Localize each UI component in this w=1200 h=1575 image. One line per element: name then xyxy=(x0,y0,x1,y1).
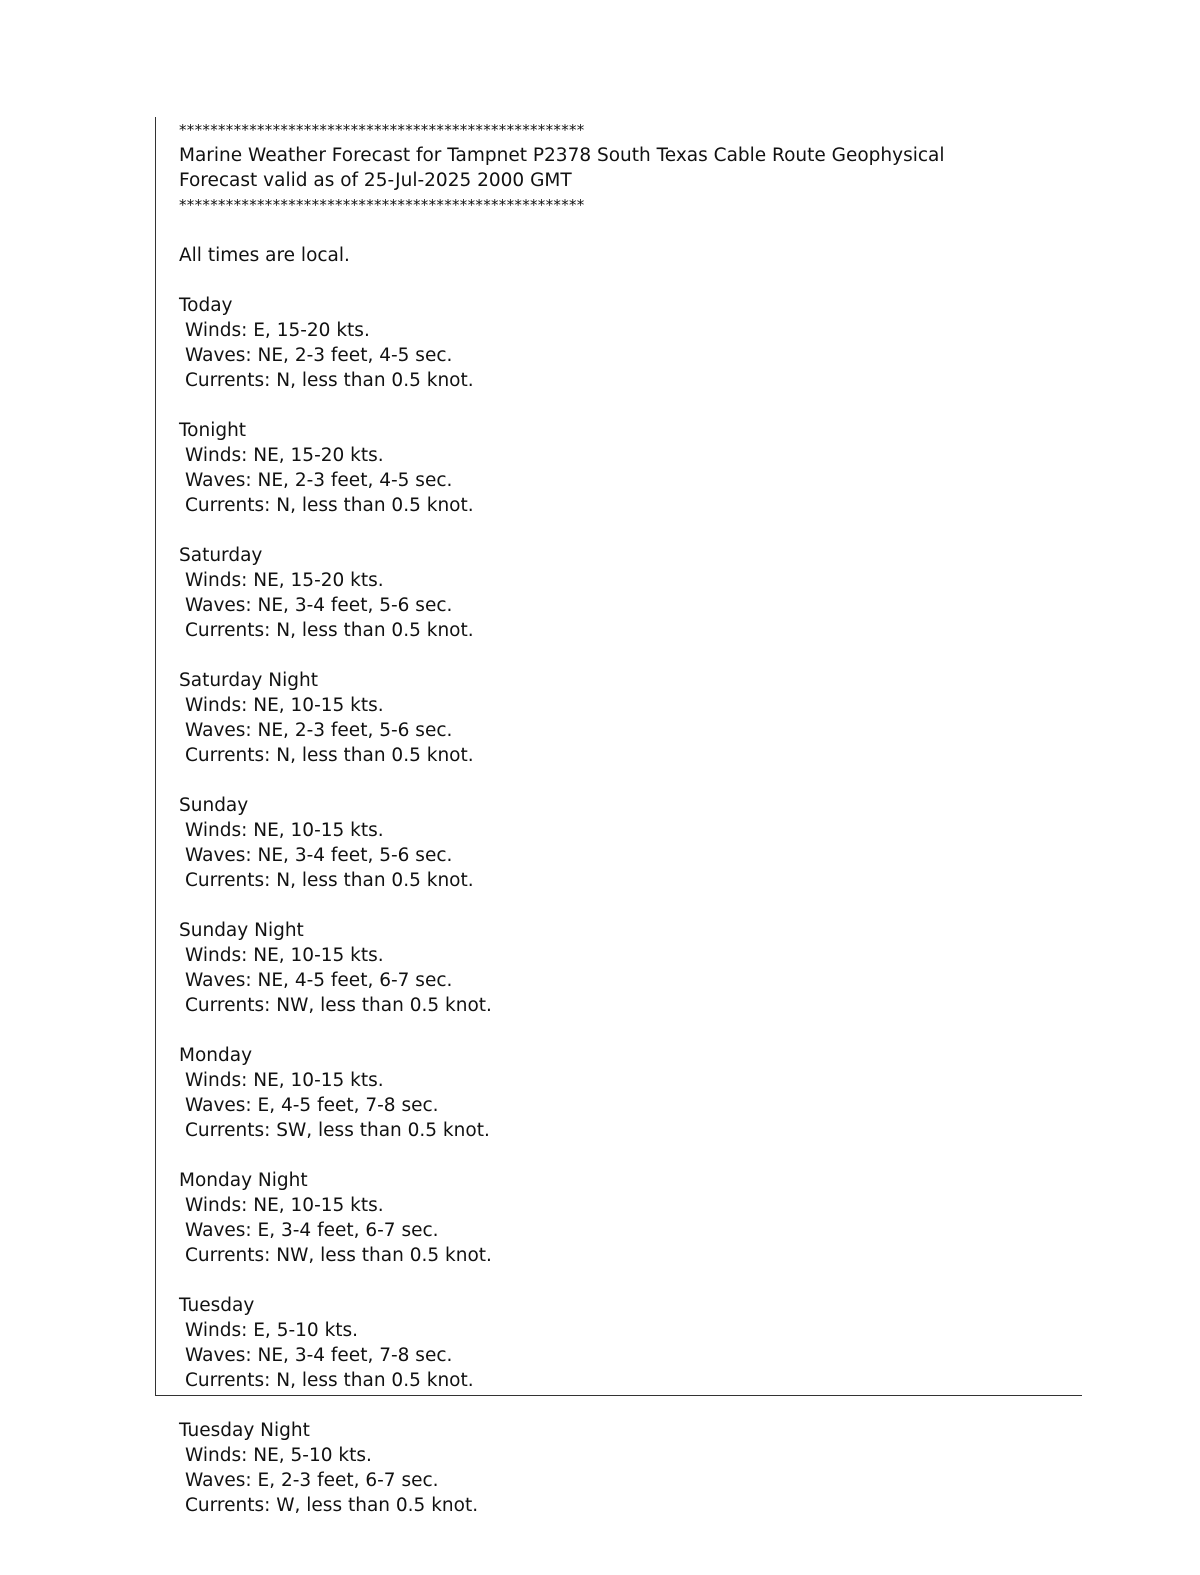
period-waves: Waves: NE, 3-4 feet, 7-8 sec. xyxy=(185,1345,453,1366)
period-waves: Waves: NE, 4-5 feet, 6-7 sec. xyxy=(185,970,453,991)
period-winds: Winds: NE, 10-15 kts. xyxy=(185,820,384,841)
period-currents: Currents: N, less than 0.5 knot. xyxy=(185,495,474,516)
forecast-period-tonight xyxy=(179,418,1079,543)
period-winds: Winds: NE, 10-15 kts. xyxy=(185,1195,384,1216)
period-currents: Currents: N, less than 0.5 knot. xyxy=(185,620,474,641)
period-name: Sunday Night xyxy=(179,920,304,941)
forecast-period-monday xyxy=(179,1043,1079,1168)
forecast-period-sunday-night xyxy=(179,918,1079,1043)
period-currents: Currents: N, less than 0.5 knot. xyxy=(185,745,474,766)
spacer xyxy=(179,393,1079,418)
forecast-period-today xyxy=(179,293,1079,418)
spacer xyxy=(179,518,1079,543)
forecast-period-saturday xyxy=(179,543,1079,668)
period-currents: Currents: SW, less than 0.5 knot. xyxy=(185,1120,490,1141)
header-stars-bottom: **************************************************** xyxy=(179,196,585,214)
header-stars-top: **************************************************** xyxy=(179,121,585,139)
forecast-header xyxy=(179,118,1079,218)
forecast-period-tuesday-night xyxy=(179,1418,1079,1518)
period-name: Monday Night xyxy=(179,1170,308,1191)
period-winds: Winds: NE, 10-15 kts. xyxy=(185,1070,384,1091)
period-waves: Waves: E, 2-3 feet, 6-7 sec. xyxy=(185,1470,439,1491)
period-currents: Currents: N, less than 0.5 knot. xyxy=(185,870,474,891)
forecast-valid-time: Forecast valid as of 25-Jul-2025 2000 GMT xyxy=(179,170,572,191)
forecast-title: Marine Weather Forecast for Tampnet P2378 South Texas Cable Route Geophysical xyxy=(179,145,945,166)
spacer xyxy=(179,1143,1079,1168)
period-currents: Currents: NW, less than 0.5 knot. xyxy=(185,995,492,1016)
period-name: Tonight xyxy=(179,420,247,441)
period-name: Saturday xyxy=(179,545,263,566)
period-waves: Waves: NE, 2-3 feet, 4-5 sec. xyxy=(185,470,453,491)
period-waves: Waves: NE, 3-4 feet, 5-6 sec. xyxy=(185,845,453,866)
period-currents: Currents: NW, less than 0.5 knot. xyxy=(185,1245,492,1266)
forecast-period-sunday xyxy=(179,793,1079,918)
period-waves: Waves: NE, 2-3 feet, 5-6 sec. xyxy=(185,720,453,741)
period-currents: Currents: N, less than 0.5 knot. xyxy=(185,1370,474,1391)
period-winds: Winds: NE, 10-15 kts. xyxy=(185,695,384,716)
period-waves: Waves: E, 3-4 feet, 6-7 sec. xyxy=(185,1220,439,1241)
period-winds: Winds: E, 15-20 kts. xyxy=(185,320,370,341)
period-name: Tuesday xyxy=(179,1295,255,1316)
period-currents: Currents: N, less than 0.5 knot. xyxy=(185,370,474,391)
period-name: Sunday xyxy=(179,795,249,816)
spacer xyxy=(179,218,1079,243)
period-winds: Winds: NE, 5-10 kts. xyxy=(185,1445,372,1466)
forecast-period-saturday-night xyxy=(179,668,1079,793)
period-name: Monday xyxy=(179,1045,253,1066)
period-name: Tuesday Night xyxy=(179,1420,310,1441)
spacer xyxy=(179,643,1079,668)
period-currents: Currents: W, less than 0.5 knot. xyxy=(185,1495,479,1516)
period-winds: Winds: E, 5-10 kts. xyxy=(185,1320,359,1341)
period-waves: Waves: E, 4-5 feet, 7-8 sec. xyxy=(185,1095,439,1116)
time-note: All times are local. xyxy=(179,245,350,266)
period-winds: Winds: NE, 10-15 kts. xyxy=(185,945,384,966)
forecast-period-tuesday xyxy=(179,1293,1079,1418)
spacer xyxy=(179,1018,1079,1043)
spacer xyxy=(179,768,1079,793)
spacer xyxy=(179,893,1079,918)
spacer xyxy=(179,1393,1079,1418)
period-waves: Waves: NE, 3-4 feet, 5-6 sec. xyxy=(185,595,453,616)
spacer xyxy=(179,268,1079,293)
period-name: Saturday Night xyxy=(179,670,318,691)
frame-left-border xyxy=(155,117,156,1396)
forecast-document xyxy=(179,118,1079,1518)
forecast-period-monday-night xyxy=(179,1168,1079,1293)
period-winds: Winds: NE, 15-20 kts. xyxy=(185,445,384,466)
period-winds: Winds: NE, 15-20 kts. xyxy=(185,570,384,591)
spacer xyxy=(179,1268,1079,1293)
period-waves: Waves: NE, 2-3 feet, 4-5 sec. xyxy=(185,345,453,366)
period-name: Today xyxy=(179,295,233,316)
